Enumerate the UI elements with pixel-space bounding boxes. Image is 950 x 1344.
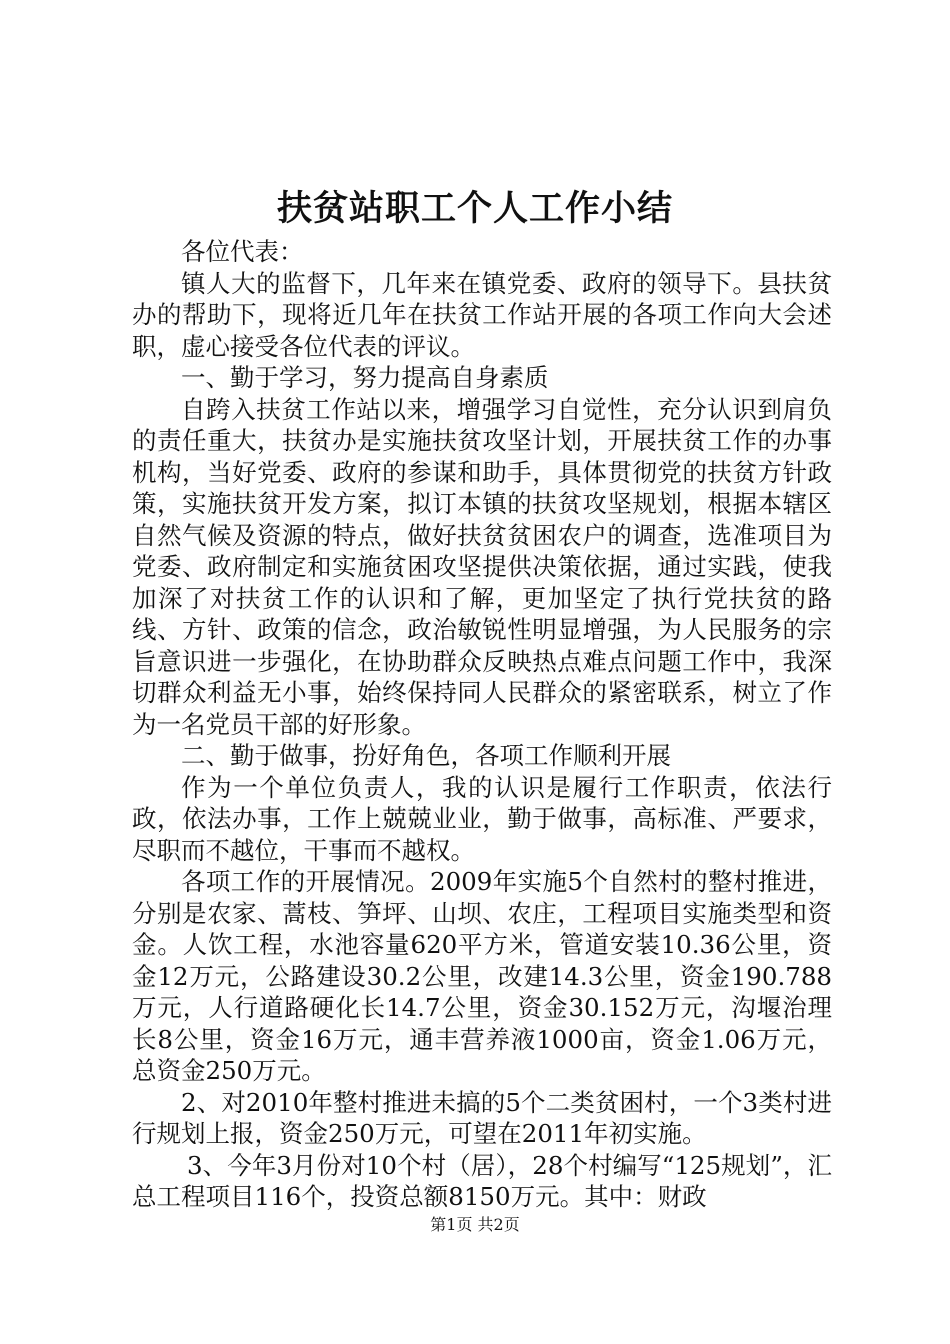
body-paragraph: 各项工作的开展情况。2009年实施5个自然村的整村推进，分别是农家、蒿枝、笋坪、山坝、农庄，工程项目实施类型和资金。人饮工程，水池容量620平方米，管道安装10.36公里，资金12万元，公路建设30.2公里，改建14.3公里，资金190.788万元，人行道路硬化长14.7公里，资金30.152万元，沟堰治理长8公里，资金16万元，通丰营养液1000亩，资金1.06万元，总资金250万元。 (132, 867, 832, 1085)
body-paragraph: 作为一个单位负责人，我的认识是履行工作职责，依法行政，依法办事，工作上兢兢业业，勤于做事，高标准、严要求，尽职而不越位，干事而不越权。 (132, 772, 832, 865)
page-footer: 第1页 共2页 (430, 1215, 520, 1234)
list-item: 3、今年3月份对10个村（居），28个村编写“125规划”，汇总工程项目116个，投资总额8150万元。其中：财政 (132, 1150, 832, 1211)
list-item: 2、对2010年整村推进未搞的5个二类贫困村，一个3类村进行规划上报，资金250万元，可望在2011年初实施。 (132, 1087, 832, 1148)
section-heading-2: 二、勤于做事，扮好角色，各项工作顺利开展 (181, 741, 671, 770)
section-heading-1: 一、勤于学习，努力提高自身素质 (181, 363, 549, 392)
salutation: 各位代表： (181, 237, 304, 266)
document-body (132, 236, 832, 1213)
intro-paragraph: 镇人大的监督下，几年来在镇党委、政府的领导下。县扶贫办的帮助下，现将近几年在扶贫工作站开展的各项工作向大会述职，虚心接受各位代表的评议。 (132, 268, 832, 361)
page-title: 扶贫站职工个人工作小结 (276, 188, 673, 229)
body-paragraph: 自跨入扶贫工作站以来，增强学习自觉性，充分认识到肩负的责任重大，扶贫办是实施扶贫攻坚计划，开展扶贫工作的办事机构，当好党委、政府的参谋和助手，具体贯彻党的扶贫方针政策，实施扶贫开发方案，拟订本镇的扶贫攻坚规划，根据本辖区自然气候及资源的特点，做好扶贫贫困农户的调查，选准项目为党委、政府制定和实施贫困攻坚提供决策依据，通过实践，使我加深了对扶贫工作的认识和了解，更加坚定了执行党扶贫的路线、方针、政策的信念，政治敏锐性明显增强，为人民服务的宗旨意识进一步强化，在协助群众反映热点难点问题工作中，我深切群众利益无小事，始终保持同人民群众的紧密联系，树立了作为一名党员干部的好形象。 (132, 394, 832, 739)
